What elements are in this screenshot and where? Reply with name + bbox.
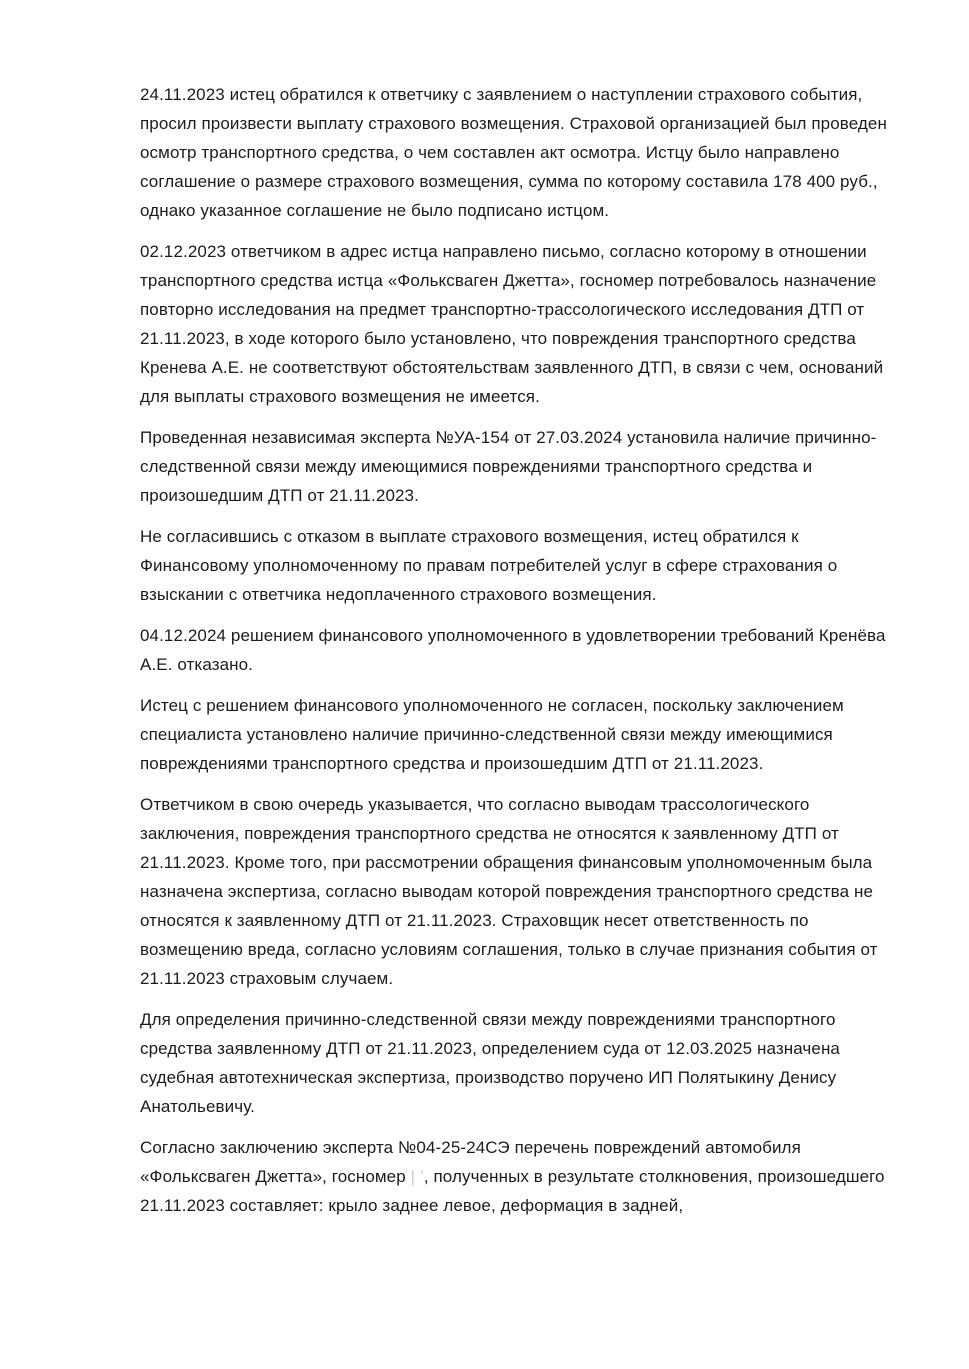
paragraph-4: Не согласившись с отказом в выплате страхового возмещения, истец обратился к Финансовому уполномоченному по правам потребителей услуг в сфере страхования о взыскании с ответчика недоплаченного страхового возмещения.	[140, 527, 838, 604]
paragraph-9-text-after: , полученных в результате столкновения, произошедшего 21.11.2023 составляет: крыло заднее левое, деформация в задней,	[140, 1167, 885, 1215]
paragraph-2: 02.12.2023 ответчиком в адрес истца направлено письмо, согласно которому в отношении транспортного средства истца «Фольксваген Джетта», госномер потребовалось назначение повторно исследования на предмет транспортно-трассологического исследования ДТП от 21.11.2023, в ходе которого было установлено, что повреждения транспортного средства Кренева А.Е. не соответствуют обстоятельствам заявленного ДТП, в связи с чем, оснований для выплаты страхового возмещения не имеется.	[140, 242, 884, 406]
paragraph-8: Для определения причинно-следственной связи между повреждениями транспортного средства заявленному ДТП от 21.11.2023, определением суда от 12.03.2025 назначена судебная автотехническая экспертиза, производство поручено ИП Полятыкину Денису Анатольевичу.	[140, 1010, 840, 1116]
paragraph-6: Истец с решением финансового уполномоченного не согласен, поскольку заключением специалиста установлено наличие причинно-следственной связи между имеющимися повреждениями транспортного средства и произошедшим ДТП от 21.11.2023.	[140, 696, 844, 773]
paragraph-1: 24.11.2023 истец обратился к ответчику с заявлением о наступлении страхового события, просил произвести выплату страхового возмещения. Страховой организацией был проведен осмотр транспортного средства, о чем составлен акт осмотра. Истцу было направлено соглашение о размере страхового возмещения, сумма по которому составила 178 400 руб., однако указанное соглашение не было подписано истцом.	[140, 85, 887, 220]
paragraph-5: 04.12.2024 решением финансового уполномоченного в удовлетворении требований Кренёва А.Е. отказано.	[140, 626, 886, 674]
paragraph-9	[140, 1133, 898, 1220]
paragraph-7: Ответчиком в свою очередь указывается, что согласно выводам трассологического заключения, повреждения транспортного средства не относятся к заявленному ДТП от 21.11.2023. Кроме того, при рассмотрении обращения финансовым уполномоченным была назначена экспертиза, согласно выводам которой повреждения транспортного средства не относятся к заявленному ДТП от 21.11.2023. Страховщик несет ответственность по возмещению вреда, согласно условиям соглашения, только в случае признания события от 21.11.2023 страховым случаем.	[140, 795, 878, 988]
document-body	[140, 80, 898, 1232]
paragraph-3: Проведенная независимая эксперта №УА-154 от 27.03.2024 установила наличие причинно-следственной связи между имеющимися повреждениями транспортного средства и произошедшим ДТП от 21.11.2023.	[140, 428, 877, 505]
redacted-plate-number: | ’	[410, 1167, 424, 1186]
paragraph-9-text-before: Согласно заключению эксперта №04-25-24СЭ перечень повреждений автомобиля «Фольксваген Джетта», госномер	[140, 1138, 801, 1186]
